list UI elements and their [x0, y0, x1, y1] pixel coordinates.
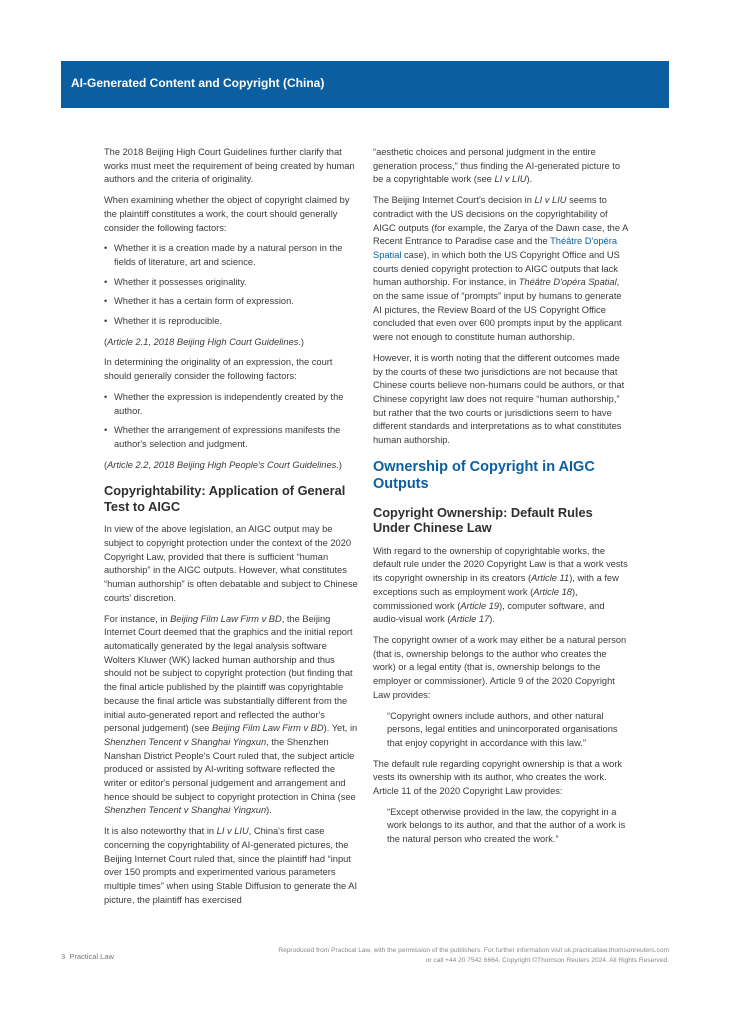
right-column: [373, 146, 628, 854]
paragraph: When examining whether the object of copyright claimed by the plaintiff constitutes a work, the court should generally consider the following factors:: [104, 195, 350, 233]
theatre-link[interactable]: Théâtre D'opéra Spatial: [373, 236, 617, 260]
list-item: • Whether it possesses originality.: [104, 276, 359, 290]
list-item: • Whether the expression is independently created by the author.: [104, 391, 359, 418]
paragraph: It is also noteworthy that in LI v LIU, China's first case concerning the copyrightability of AI-generated pictures, the Beijing Internet Court ruled that, since the plaintiff had “input over 150 prompts and experimented various parameters multiple times” when using Stable Diffusion to generate the AI picture, the plaintiff has exercised: [104, 826, 358, 905]
citation: (Article 2.2, 2018 Beijing High People's Court Guidelines.): [104, 459, 342, 470]
section-heading: Copyright Ownership: Default Rules Under Chinese Law: [373, 504, 593, 536]
paragraph: With regard to the ownership of copyrightable works, the default rule under the 2020 Copyright Law is that a work vests its copyright ownership in its creators (Article 11), with a few exceptions such as employment work (Article 18), commissioned work (Article 19), computer software, and audio-visual work (Article 17).: [373, 545, 628, 625]
footer-brand: Practical Law: [69, 952, 114, 961]
footer-page-info: [61, 952, 114, 961]
paragraph: The Beijing Internet Court's decision in LI v LIU seems to contradict with the US decisions on the copyrightability of AIGC outputs (for example, the Zarya of the Dawn case, the A Recent Entrance to Paradise case and the Théâtre D'opéra Spatial case), in which both the US Copyright Office and US courts denied copyright protection to AIGC outputs that lack human authorship. For instance, in Théâtre D'opéra Spatial, on the same issue of “prompts” input by humans to generate AI pictures, the Review Board of the US Copyright Office concluded that even over 600 prompts input by the applicant were not enough to constitute human authorship.: [373, 195, 628, 343]
citation: (Article 2.1, 2018 Beijing High Court Guidelines.): [104, 336, 305, 347]
list-item: • Whether the arrangement of expressions manifests the author's selection and judgment.: [104, 424, 359, 451]
paragraph: The default rule regarding copyright ownership is that a work vests its ownership with its author, who creates the work. Article 11 of the 2020 Copyright Law provides:: [373, 758, 623, 797]
block-quote: “Except otherwise provided in the law, the copyright in a work belongs to its author, and that the author of a work is the natural person who created the work.”: [387, 806, 626, 845]
paragraph: In view of the above legislation, an AIGC output may be subject to copyright protection under the context of the 2020 Copyright Law, provided that there is sufficient “human authorship” in the AIGC outputs. However, what constitutes “human authorship” is often debatable and subject to Chinese courts' discretion.: [104, 524, 358, 603]
paragraph: The 2018 Beijing High Court Guidelines further clarify that works must meet the requirement of being created by human authors and the criteria of originality.: [104, 147, 355, 185]
list-item: • Whether it is a creation made by a natural person in the fields of literature, art and science.: [104, 242, 359, 269]
header-banner: [61, 61, 669, 108]
bullet-list: [104, 391, 359, 452]
page-title: AI-Generated Content and Copyright (China): [71, 76, 325, 90]
left-column: [104, 146, 359, 914]
section-heading: Copyrightability: Application of General Test to AIGC: [104, 483, 346, 514]
paragraph: However, it is worth noting that the different outcomes made by the courts of these two jurisdictions are not because that Chinese courts believe non-humans could be authors, or that Chinese copyright law does not require “human authorship,” but rather that the two courts or jurisdictions seem to have different standards and interpretations as to what constitutes human authorship.: [373, 352, 625, 446]
list-item: • Whether it is reproducible.: [104, 315, 359, 329]
footer-copyright: Reproduced from Practical Law, with the permission of the publishers. For further information visit uk.practicallaw.thomsonreuters.com or call +44 20 7542 6664. Copyright ©Thomson Reuters 2024. All Rights Reserved.: [278, 947, 669, 964]
block-quote: “Copyright owners include authors, and other natural persons, legal entities and unincorporated organisations that enjoy copyright in accordance with this law.”: [387, 710, 618, 748]
bullet-list: [104, 242, 359, 329]
paragraph: In determining the originality of an expression, the court should generally consider the following factors:: [104, 357, 333, 382]
page-number: 3: [61, 952, 66, 961]
paragraph: The copyright owner of a work may either be a natural person (that is, ownership belongs to the author who creates the work) or a legal entity (that is, ownership belongs to the employer or commissioner). Article 9 of the 2020 Copyright Law provides:: [373, 634, 627, 700]
paragraph: For instance, in Beijing Film Law Firm v BD, the Beijing Internet Court deemed that the graphics and the initial report automatically generated by the legal analysis software Wolters Kluwer (WK) lacked human authorship and thus should not be subject to copyright protection (but finding that the final article published by the plaintiff was copyrightable because the final article was substantially different from the initial auto-generated report and reflected the author's personal judgement) (see Beijing Film Law Firm v BD). Yet, in Shenzhen Tencent v Shanghai Yingxun, the Shenzhen Nanshan District People's Court ruled that, the subject article produced or assisted by AI-writing software reflected the writer or editor's personal judgement and arrangement and hence should be subject to copyright protection in China (see Shenzhen Tencent v Shanghai Yingxun).: [104, 613, 358, 816]
paragraph: “aesthetic choices and personal judgment in the entire generation process,” thus finding the AI-generated picture to be a copyrightable work (see LI v LIU).: [373, 147, 621, 185]
list-item: • Whether it has a certain form of expression.: [104, 295, 359, 309]
section-heading-major: Ownership of Copyright in AIGC Outputs: [373, 458, 595, 492]
